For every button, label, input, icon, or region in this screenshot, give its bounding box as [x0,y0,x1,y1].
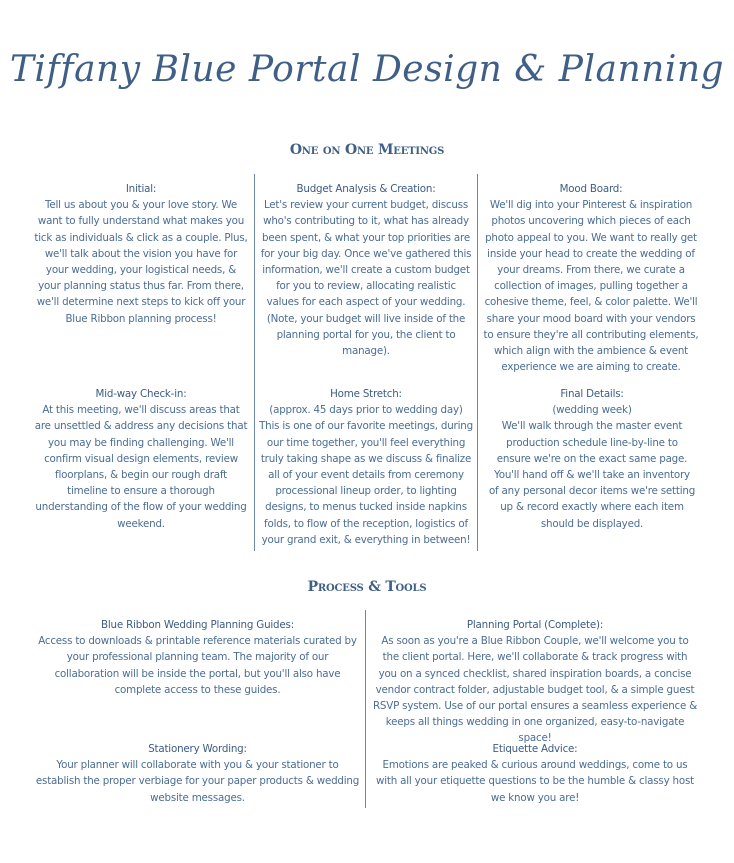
meeting-body: At this meeting, we'll discuss areas that are unsettled & address any decisions that you may be finding challenging. We'll confirm visual design elements, review floorplans, & begin our rough draft timeline to ensure a thorough understanding of the flow of your wedding weekend. [34,404,248,530]
meeting-initial [34,181,248,327]
meeting-mood-board [482,181,700,375]
meeting-midway [34,386,248,532]
tool-body: Your planner will collaborate with you & your stationer to establish the proper verbiage for your paper products & wedding website messages. [35,759,360,804]
meeting-heading: Mid-way Check-in: [95,388,187,400]
tool-guides [34,617,361,698]
meeting-subheading: (wedding week) [552,404,632,417]
meeting-body: Tell us about you & your love story. We want to fully understand what makes you tick as individuals & click as a couple. Plus, we'll talk about the vision you have for your wedding, your logistical needs, & your planning status thus far. From there, we'll determine next steps to kick off your Blue Ribbon planning process! [34,199,248,325]
meeting-body: Let's review your current budget, discuss who's contributing to it, what has already been spent, & what your top priorities are for your big day. Once we've gathered this information, we'll create a custom budget for you to review, allocating realistic values for each aspect of your wedding. (Note, your budget will live inside of the planning portal for you, the client to manage). [260,199,472,358]
tool-etiquette [372,741,698,806]
tool-body: As soon as you're a Blue Ribbon Couple, we'll welcome you to the client portal. Here, we'll collaborate & track progress with you on a synced checklist, shared inspiration boards, a concise vendor contract folder, adjustable budget tool, & a simple guest RSVP system. Use of our portal ensures a seamless experience & keeps all things wedding in one organized, easy-to-navigate space! [372,635,698,745]
column-divider [365,610,366,808]
tool-body: Emotions are peaked & curious around weddings, come to us with all your etiquette questions to be the humble & classy host we know you are! [376,759,694,804]
column-divider [254,174,255,551]
meeting-subheading: (approx. 45 days prior to wedding day) [269,404,463,417]
tool-stationery [34,741,361,806]
meeting-body: We'll dig into your Pinterest & inspiration photos uncovering which pieces of each photo appeal to you. We want to really get inside your head to create the wedding of your dreams. From there, we curate a collection of images, pulling together a cohesive theme, feel, & color palette. We'll share your mood board with your vendors to ensure they're all contributing elements, which align with the ambience & event experience we are aiming to create. [483,199,699,374]
meeting-heading: Budget Analysis & Creation: [296,183,436,195]
meeting-home-stretch [259,386,473,548]
page-title: Tiffany Blue Portal Design & Planning [9,49,725,90]
tool-heading: Stationery Wording: [148,743,247,755]
meeting-body: This is one of our favorite meetings, during our time together, you'll feel everything truly taking shape as we discuss & finalize all of your event details from ceremony processional lineup order, to lighting designs, to menus tucked inside napkins folds, to flow of the reception, logistics of your grand exit, & everything in between! [259,420,473,546]
column-divider [477,174,478,551]
tool-heading: Etiquette Advice: [492,743,578,755]
meeting-heading: Initial: [125,183,157,195]
meeting-body: We'll walk through the master event production schedule line-by-line to ensure we're on the exact same page. You'll hand off & we'll take an inventory of any personal decor items we're setting up & record exactly where each item should be displayed. [488,420,696,530]
section-heading-process: Process & Tools [307,579,427,595]
tool-heading: Blue Ribbon Wedding Planning Guides: [101,619,294,631]
tool-planning-portal [372,617,698,747]
meeting-heading: Home Stretch: [330,388,402,400]
meeting-final-details [488,386,696,532]
meeting-heading: Final Details: [560,388,624,400]
meeting-heading: Mood Board: [559,183,623,195]
meeting-budget [259,181,473,359]
tool-heading: Planning Portal (Complete): [466,619,604,631]
tool-body: Access to downloads & printable reference materials curated by your professional planning team. The majority of our collaboration will be inside the portal, but you'll also have complete access to these guides. [38,635,357,696]
section-heading-meetings: One on One Meetings [289,142,445,158]
